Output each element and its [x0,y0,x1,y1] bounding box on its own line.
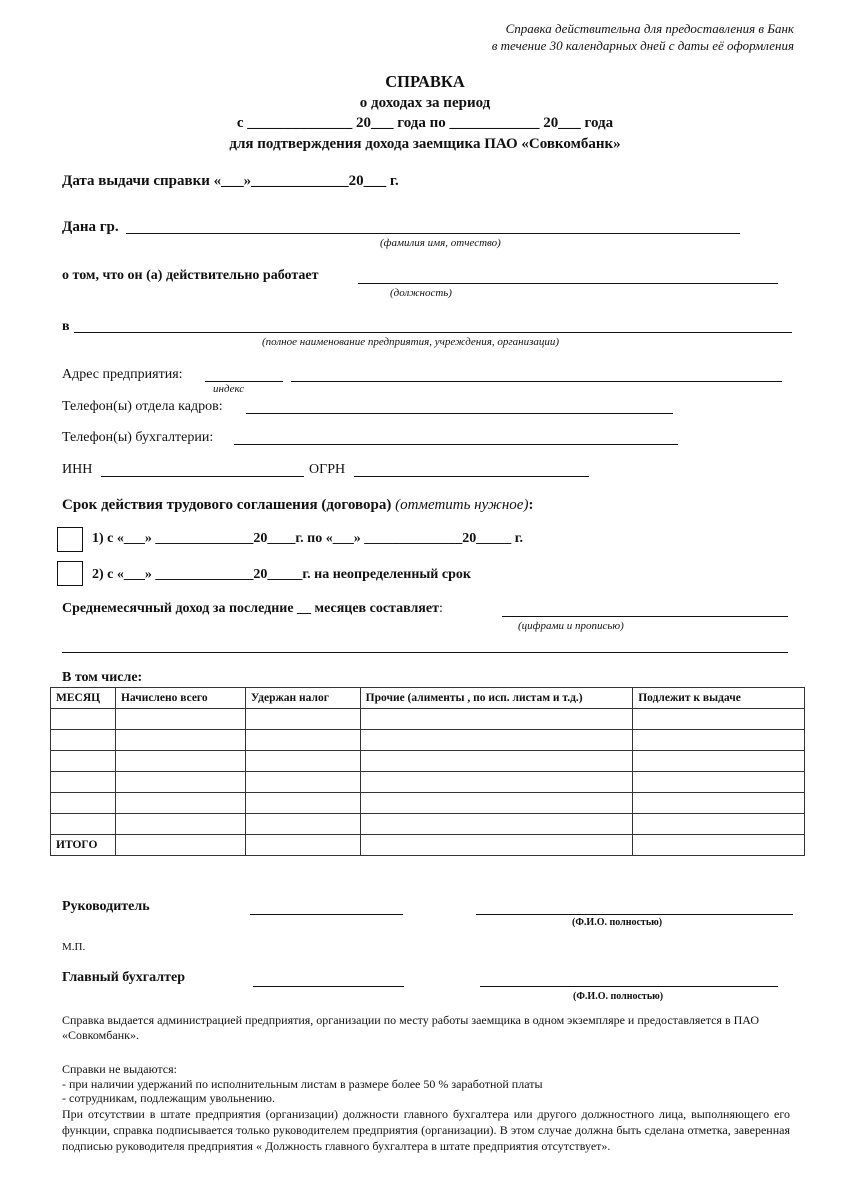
head-name-field[interactable] [476,914,793,915]
head-signature-field[interactable] [250,914,403,915]
position-field[interactable] [358,283,778,284]
title-dates: с ______________ 20___ года по ____________ 20___ года [236,115,614,131]
income-caption: (цифрами и прописью) [518,620,624,632]
indefinite-term-checkbox[interactable] [57,561,83,586]
income-label-text: Среднемесячный доход за последние __ месяцев составляет [62,601,439,616]
table-row [51,709,805,730]
in-label: в [62,319,70,334]
hr-phone-label: Телефон(ы) отдела кадров: [62,399,223,414]
ogrn-label: ОГРН [309,462,346,477]
head-label: Руководитель [62,899,150,914]
table-row [51,751,805,772]
header-payable: Подлежит к выдаче [633,688,805,709]
stamp-place: М.П. [62,941,86,953]
restriction-item: - сотрудникам, подлежащим увольнению. [62,1091,275,1105]
header-tax: Удержан налог [245,688,360,709]
table-title: В том числе: [62,670,143,685]
inn-field[interactable] [101,476,304,477]
address-label: Адрес предприятия: [62,367,183,382]
title-purpose: для подтверждения дохода заемщика ПАО «Совкомбанк» [229,135,621,152]
table-row [51,814,805,835]
accountant-caption: (Ф.И.О. полностью) [573,991,664,1002]
organization-caption: (полное наименование предприятия, учреждения, организации) [262,336,560,348]
title-period: о доходах за период [359,94,491,111]
footer-accountant-note: При отсутствии в штате предприятия (организации) должности главного бухгалтера или другого должностного лица, выполняющего его функции, справка подписывается только руководителем предприятия (организации). В этом случае должна быть сделана отметка, заверенная подписью руководителя предприятия « Должность главного бухгалтера в штате предприятия отсутствует». [62,1106,790,1153]
income-field-line-2[interactable] [62,652,788,653]
restriction-item: - при наличии удержаний по исполнительным листам в размере более 50 % заработной платы [62,1076,543,1091]
indefinite-term-option: 2) с «___» ______________20_____г. на неопределенный срок [92,567,471,582]
restrictions-title: Справки не выдаются: [62,1062,177,1076]
header-month: МЕСЯЦ [51,688,116,709]
fixed-term-option: 1) с «___» ______________20____г. по «___» ______________20_____ г. [92,531,523,546]
table-row [51,730,805,751]
total-label: ИТОГО [51,835,116,856]
contract-title-text: Срок действия трудового соглашения (договора) [62,497,392,513]
index-field[interactable] [205,381,283,382]
income-table [50,687,805,856]
table-total-row [51,835,805,856]
notice-line-2: в течение 30 календарных дней с даты её оформления [491,38,794,53]
contract-title-colon: : [528,497,534,513]
title-main: СПРАВКА [385,72,465,91]
accountant-signature-field[interactable] [253,986,404,987]
ogrn-field[interactable] [354,476,589,477]
contract-title [62,497,533,514]
accountant-name-field[interactable] [480,986,778,987]
table-header-row [51,688,805,709]
footer-restrictions [62,1062,790,1154]
index-caption: индекс [213,383,245,395]
position-caption: (должность) [390,287,452,299]
document-title [0,72,850,154]
works-label: о том, что он (а) действительно работает [62,268,319,283]
validity-notice [492,20,794,54]
name-field[interactable] [126,233,740,234]
name-caption: (фамилия имя, отчество) [380,237,501,249]
accountant-label: Главный бухгалтер [62,970,185,985]
organization-field[interactable] [74,332,792,333]
inn-label: ИНН [62,462,93,477]
accounting-phone-field[interactable] [234,444,678,445]
notice-line-1: Справка действительна для предоставления в Банк [505,21,794,36]
header-accrued: Начислено всего [115,688,245,709]
fixed-term-checkbox[interactable] [57,527,83,552]
accounting-phone-label: Телефон(ы) бухгалтерии: [62,430,214,445]
table-row [51,772,805,793]
head-caption: (Ф.И.О. полностью) [572,917,663,928]
income-field[interactable] [502,616,788,617]
contract-title-note: (отметить нужное) [395,497,529,513]
issue-date: Дата выдачи справки «___»_____________20___ г. [62,173,399,189]
hr-phone-field[interactable] [246,413,673,414]
address-field[interactable] [291,381,782,382]
footer-issuance-note: Справка выдается администрацией предприятия, организации по месту работы заемщика в одном экземпляре и предоставляется в ПАО «Совкомбанк». [62,1013,760,1042]
name-label: Дана гр. [62,219,119,235]
income-label [62,601,443,617]
income-colon: : [438,601,443,616]
header-other: Прочие (алименты , по исп. листам и т.д.) [360,688,633,709]
table-row [51,793,805,814]
